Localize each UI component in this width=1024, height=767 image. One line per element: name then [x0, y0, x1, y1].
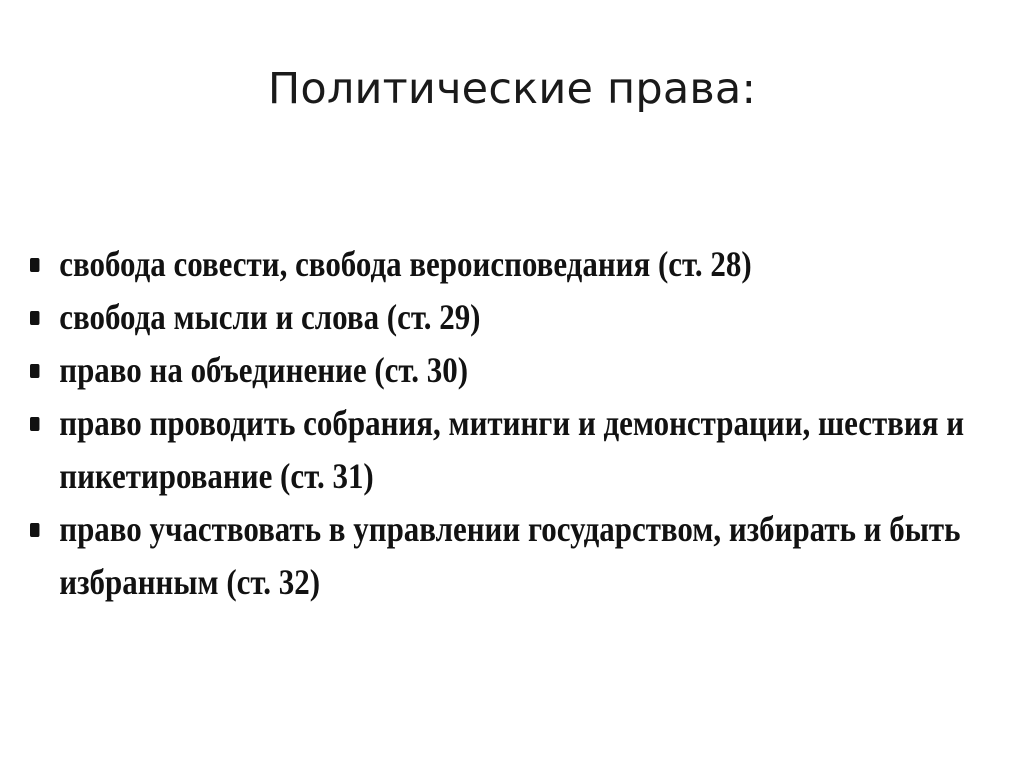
bullet-item — [30, 503, 1014, 609]
bullet-text: свобода мысли и слова (ст. 29) — [59, 297, 481, 337]
square-bullet-icon — [30, 364, 39, 378]
bullet-text: право участвовать в управлении государством, избирать и быть избранным (ст. 32) — [59, 509, 961, 602]
bullet-list — [30, 238, 990, 609]
square-bullet-icon — [30, 258, 39, 272]
bullet-item — [30, 291, 1014, 344]
scanned-text-block — [30, 238, 990, 609]
bullet-text: право проводить собрания, митинги и демонстрации, шествия и пикетирование (ст. 31) — [59, 403, 965, 496]
bullet-text: свобода совести, свобода вероисповедания (ст. 28) — [59, 244, 752, 284]
bullet-item — [30, 238, 1014, 291]
bullet-item — [30, 397, 1014, 503]
bullet-text: право на объединение (ст. 30) — [59, 350, 469, 390]
square-bullet-icon — [30, 523, 39, 537]
square-bullet-icon — [30, 417, 39, 431]
bullet-item — [30, 344, 1014, 397]
square-bullet-icon — [30, 311, 39, 325]
slide-title: Политические права: — [267, 64, 757, 114]
